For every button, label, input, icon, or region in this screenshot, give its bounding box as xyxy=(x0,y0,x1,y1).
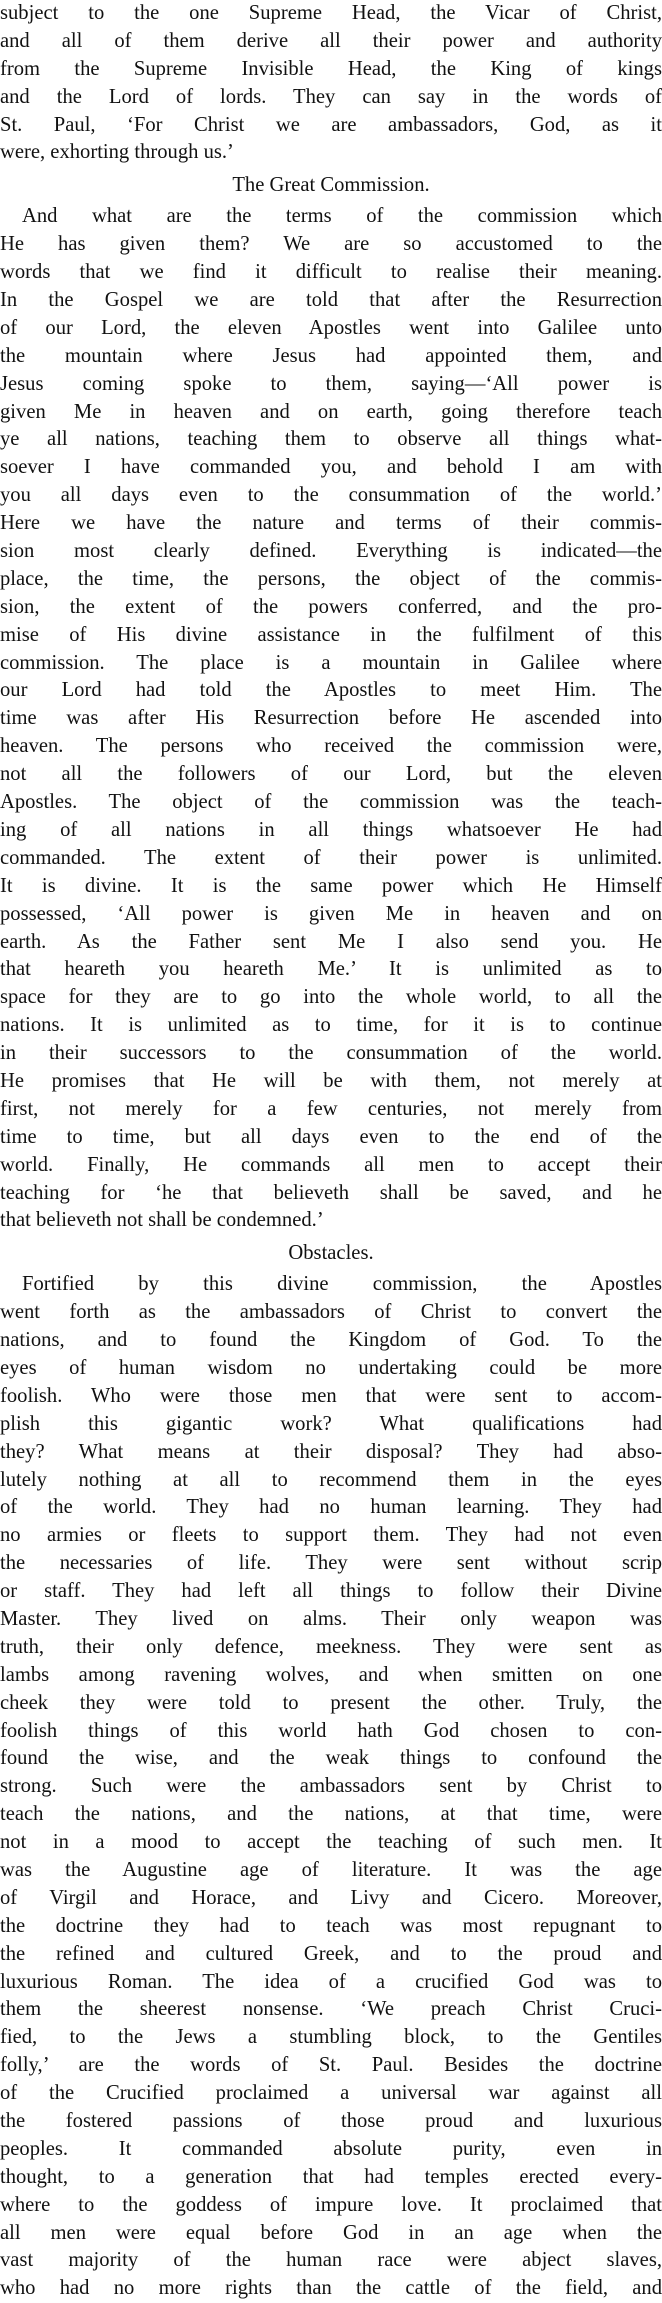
section-body-great-commission xyxy=(0,203,662,1235)
text-line: time was after His Resurrection before He ascended into xyxy=(0,707,662,730)
text-line: of Virgil and Horace, and Livy and Cicero. Moreover, xyxy=(0,1886,662,1909)
text-line: Apostles. The object of the commission was the teach- xyxy=(0,791,662,814)
text-line: Jesus coming spoke to them, saying—‘All power is xyxy=(0,372,662,395)
text-line: lambs among ravening wolves, and when smitten on one xyxy=(0,1663,662,1686)
text-line: mise of His divine assistance in the fulfilment of this xyxy=(0,623,662,646)
text-line: fied, to the Jews a stumbling block, to the Gentiles xyxy=(0,2026,662,2049)
section-body-obstacles xyxy=(0,1271,662,2303)
text-line: the doctrine they had to teach was most repugnant to xyxy=(0,1914,662,1937)
text-line: truth, their only defence, meekness. They were sent as xyxy=(0,1635,662,1658)
text-line: subject to the one Supreme Head, the Vicar of Christ, xyxy=(0,2,662,24)
text-line: from the Supreme Invisible Head, the King of kings xyxy=(0,57,662,80)
text-line: thought, to a generation that had temples erected every- xyxy=(0,2165,662,2188)
text-line: not in a mood to accept the teaching of such men. It xyxy=(0,1831,662,1854)
text-line: luxurious Roman. The idea of a crucified God was to xyxy=(0,1970,662,1993)
text-line: where to the goddess of impure love. It proclaimed that xyxy=(0,2193,662,2216)
text-line: nations. It is unlimited as to time, for it is to continue xyxy=(0,1014,662,1037)
section-great-commission xyxy=(0,167,662,1235)
text-line: plish this gigantic work? What qualifications had xyxy=(0,1412,662,1435)
text-line: who had no more rights than the cattle of the field, and xyxy=(0,2277,662,2300)
text-line: possessed, ‘All power is given Me in heaven and on xyxy=(0,902,662,925)
text-line: world. Finally, He commands all men to accept their xyxy=(0,1153,662,1176)
text-line: sion, the extent of the powers conferred, and the pro- xyxy=(0,595,662,618)
text-line: that heareth you heareth Me.’ It is unlimited as to xyxy=(0,958,662,981)
text-line: no armies or fleets to support them. They had not even xyxy=(0,1524,662,1547)
intro-paragraph xyxy=(0,0,662,167)
text-line: earth. As the Father sent Me I also send you. He xyxy=(0,930,662,953)
text-line: the refined and cultured Greek, and to the proud and xyxy=(0,1942,662,1965)
text-line: you all days even to the consummation of the world.’ xyxy=(0,484,662,507)
text-line: sion most clearly defined. Everything is indicated—the xyxy=(0,540,662,563)
text-line: the mountain where Jesus had appointed them, and xyxy=(0,344,662,367)
text-line: soever I have commanded you, and behold I am with xyxy=(0,456,662,479)
text-line: and the Lord of lords. They can say in the words of xyxy=(0,85,662,108)
text-line: lutely nothing at all to recommend them in the eyes xyxy=(0,1468,662,1491)
text-line: were, exhorting through us.’ xyxy=(0,141,234,164)
text-line: and all of them derive all their power and authority xyxy=(0,29,662,52)
section-obstacles xyxy=(0,1235,662,2303)
text-line: of the Crucified proclaimed a universal war against all xyxy=(0,2082,662,2105)
text-line: It is divine. It is the same power which He Himself xyxy=(0,874,662,897)
text-line: found the wise, and the weak things to confound the xyxy=(0,1747,662,1770)
text-line: first, not merely for a few centuries, not merely from xyxy=(0,1097,662,1120)
text-line: folly,’ are the words of St. Paul. Besides the doctrine xyxy=(0,2054,662,2077)
text-line: words that we find it difficult to realise their meaning. xyxy=(0,261,662,284)
text-line: In the Gospel we are told that after the Resurrection xyxy=(0,289,662,312)
text-line: ye all nations, teaching them to observe all things what- xyxy=(0,428,662,451)
text-line: our Lord had told the Apostles to meet Him. The xyxy=(0,679,662,702)
text-line: foolish. Who were those men that were sent to accom- xyxy=(0,1384,662,1407)
text-line: that believeth not shall be condemned.’ xyxy=(0,1209,324,1232)
text-line: teach the nations, and the nations, at that time, were xyxy=(0,1803,662,1826)
text-line: not all the followers of our Lord, but the eleven xyxy=(0,763,662,786)
text-line: vast majority of the human race were abject slaves, xyxy=(0,2249,662,2272)
text-line: ing of all nations in all things whatsoever He had xyxy=(0,818,662,841)
text-line: Here we have the nature and terms of their commis- xyxy=(0,512,662,535)
text-line: given Me in heaven and on earth, going therefore teach xyxy=(0,400,662,423)
text-line: of the world. They had no human learning. They had xyxy=(0,1496,662,1519)
text-line: Fortified by this divine commission, the Apostles xyxy=(22,1273,662,1296)
text-line: or staff. They had left all things to follow their Divine xyxy=(0,1580,662,1603)
text-line: the necessaries of life. They were sent without scrip xyxy=(0,1552,662,1575)
text-line: eyes of human wisdom no undertaking could be more xyxy=(0,1356,662,1379)
text-line: cheek they were told to present the other. Truly, the xyxy=(0,1691,662,1714)
section-heading-great-commission: The Great Commission. xyxy=(232,174,430,197)
text-line: strong. Such were the ambassadors sent by Christ to xyxy=(0,1775,662,1798)
text-line: St. Paul, ‘For Christ we are ambassadors, God, as it xyxy=(0,113,662,136)
text-line: they? What means at their disposal? They had abso- xyxy=(0,1440,662,1463)
text-line: them the sheerest nonsense. ‘We preach Christ Cruci- xyxy=(0,1998,662,2021)
text-line: teaching for ‘he that believeth shall be saved, and he xyxy=(0,1181,662,1204)
text-line: place, the time, the persons, the object of the commis- xyxy=(0,567,662,590)
section-heading-obstacles: Obstacles. xyxy=(288,1242,374,1265)
text-line: And what are the terms of the commission which xyxy=(22,205,662,228)
text-line: nations, and to found the Kingdom of God. To the xyxy=(0,1329,662,1352)
text-line: commanded. The extent of their power is unlimited. xyxy=(0,846,662,869)
text-line: He promises that He will be with them, not merely at xyxy=(0,1069,662,1092)
text-line: Master. They lived on alms. Their only weapon was xyxy=(0,1607,662,1630)
text-line: of our Lord, the eleven Apostles went into Galilee unto xyxy=(0,316,662,339)
text-line: in their successors to the consummation of the world. xyxy=(0,1042,662,1065)
text-line: went forth as the ambassadors of Christ to convert the xyxy=(0,1301,662,1324)
text-line: heaven. The persons who received the commission were, xyxy=(0,735,662,758)
text-line: was the Augustine age of literature. It was the age xyxy=(0,1859,662,1881)
text-line: the fostered passions of those proud and luxurious xyxy=(0,2110,662,2133)
text-line: He has given them? We are so accustomed to the xyxy=(0,233,662,256)
text-line: space for they are to go into the whole world, to all the xyxy=(0,986,662,1009)
text-line: peoples. It commanded absolute purity, even in xyxy=(0,2137,662,2160)
text-line: time to time, but all days even to the end of the xyxy=(0,1125,662,1148)
text-line: commission. The place is a mountain in Galilee where xyxy=(0,651,662,674)
text-line: all men were equal before God in an age when the xyxy=(0,2221,662,2244)
text-line: foolish things of this world hath God chosen to con- xyxy=(0,1719,662,1742)
